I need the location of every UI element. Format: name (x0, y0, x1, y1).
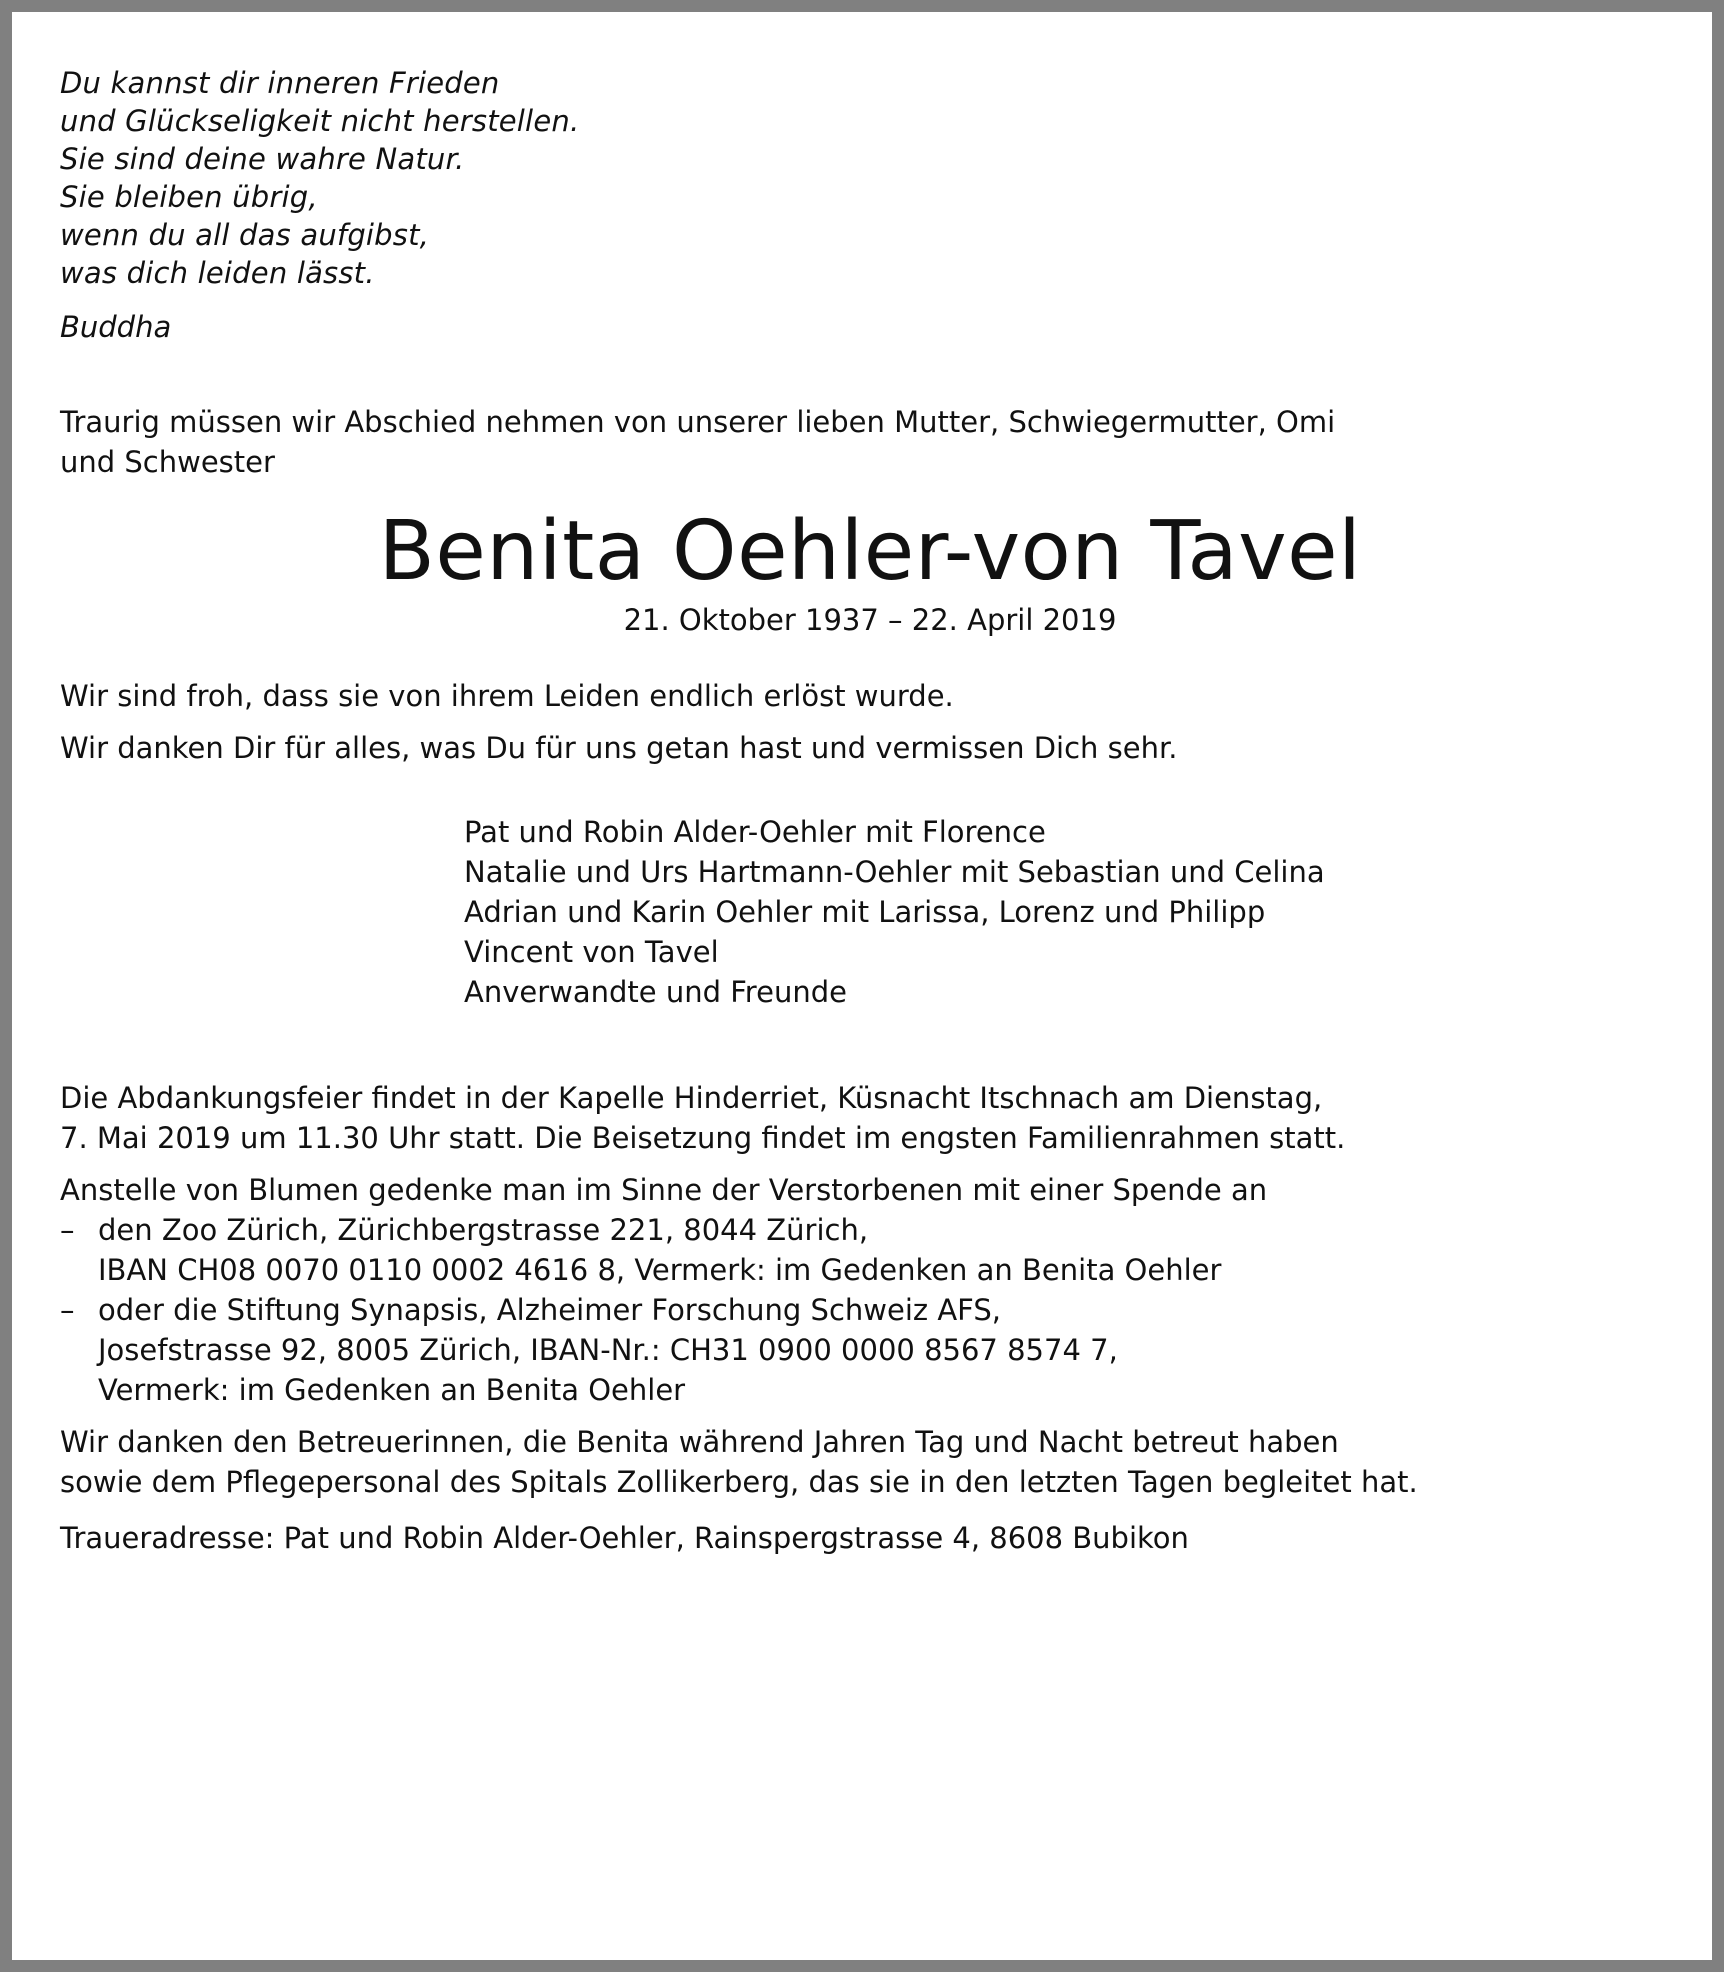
ceremony-info (60, 1078, 1680, 1158)
quote-line: wenn du all das aufgibst, (60, 218, 430, 252)
quote-line: was dich leiden lässt. (60, 256, 375, 290)
donation-intro: Anstelle von Blumen gedenke man im Sinne der Verstorbenen mit einer Spende an (60, 1173, 1268, 1207)
life-dates: 21. Oktober 1937 – 22. April 2019 (623, 603, 1117, 637)
donation-line: oder die Stiftung Synapsis, Alzheimer Forschung Schweiz AFS, (98, 1293, 1001, 1327)
donation-line: Josefstrasse 92, 8005 Zürich, IBAN-Nr.: CH31 0900 0000 8567 8574 7, (98, 1333, 1118, 1367)
mourners-list (464, 812, 1680, 1012)
thanks-message: Wir danken Dir für alles, was Du für uns getan hast und vermissen Dich sehr. (60, 731, 1178, 765)
deceased-name: Benita Oehler-von Tavel (378, 504, 1362, 599)
donation-item-zoo (60, 1210, 1680, 1290)
donation-info (60, 1170, 1680, 1410)
mourner-line: Vincent von Tavel (464, 935, 719, 969)
quote-line: und Glückseligkeit nicht herstellen. (60, 104, 580, 138)
donation-line: IBAN CH08 0070 0110 0002 4616 8, Vermerk: im Gedenken an Benita Oehler (98, 1253, 1222, 1287)
intro-line: und Schwester (60, 445, 275, 479)
mourning-address: Traueradresse: Pat und Robin Alder-Oehler, Rainspergstrasse 4, 8608 Bubikon (60, 1521, 1189, 1555)
mourner-line: Adrian und Karin Oehler mit Larissa, Lorenz und Philipp (464, 895, 1266, 929)
quote-block (60, 64, 1680, 292)
obituary-page (12, 12, 1712, 1960)
thanks-line: Wir danken den Betreuerinnen, die Benita während Jahren Tag und Nacht betreut haben (60, 1425, 1339, 1459)
donation-line: Vermerk: im Gedenken an Benita Oehler (98, 1373, 686, 1407)
ceremony-line: 7. Mai 2019 um 11.30 Uhr statt. Die Beisetzung findet im engsten Familienrahmen statt. (60, 1121, 1346, 1155)
caregiver-thanks (60, 1422, 1680, 1502)
obituary-content (60, 64, 1680, 1558)
quote-line: Sie bleiben übrig, (60, 180, 318, 214)
relief-message: Wir sind froh, dass sie von ihrem Leiden endlich erlöst wurde. (60, 679, 954, 713)
intro-line: Traurig müssen wir Abschied nehmen von unserer lieben Mutter, Schwiegermutter, Omi (60, 405, 1336, 439)
quote-line: Sie sind deine wahre Natur. (60, 142, 465, 176)
mourner-line: Pat und Robin Alder-Oehler mit Florence (464, 815, 1046, 849)
thanks-line: sowie dem Pflegepersonal des Spitals Zollikerberg, das sie in den letzten Tagen begleitet hat. (60, 1465, 1418, 1499)
donation-item-synapsis (60, 1290, 1680, 1410)
mourner-line: Anverwandte und Freunde (464, 975, 847, 1009)
quote-line: Du kannst dir inneren Frieden (60, 66, 500, 100)
mourner-line: Natalie und Urs Hartmann-Oehler mit Sebastian und Celina (464, 855, 1325, 889)
list-dash: – (60, 1293, 75, 1327)
intro-text (60, 402, 1680, 482)
list-dash: – (60, 1213, 75, 1247)
quote-author: Buddha (60, 310, 172, 344)
donation-line: den Zoo Zürich, Zürichbergstrasse 221, 8044 Zürich, (98, 1213, 869, 1247)
ceremony-line: Die Abdankungsfeier findet in der Kapelle Hinderriet, Küsnacht Itschnach am Dienstag, (60, 1081, 1323, 1115)
